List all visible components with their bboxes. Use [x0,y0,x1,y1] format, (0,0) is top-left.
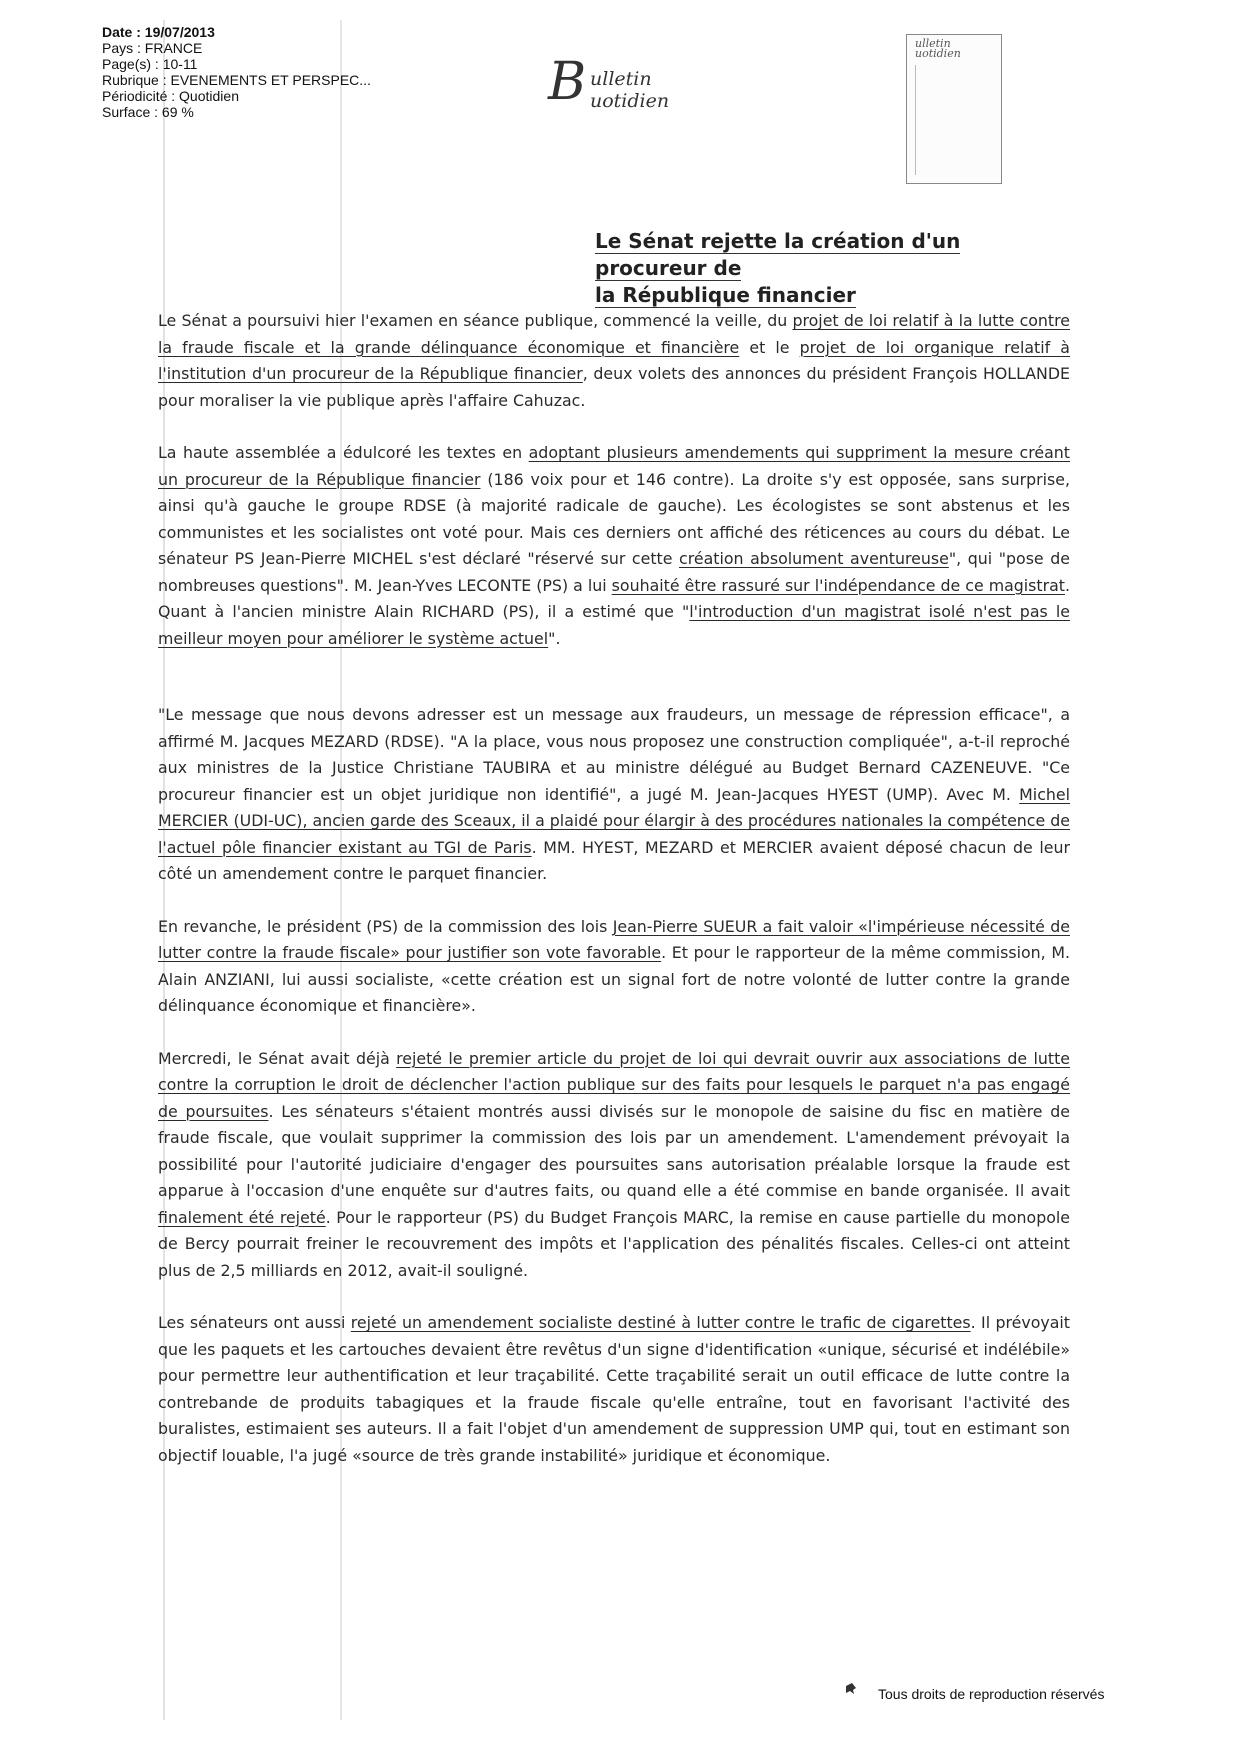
paragraph-5: Mercredi, le Sénat avait déjà rejeté le premier article du projet de loi qui devrait ouvrir aux associations de lutte contre la corruption le droit de déclencher l'action publique sur des faits pour lesquels le parquet n'a pas engagé de poursuites. Les sénateurs s'étaient montrés aussi divisés sur le monopole de saisine du fisc en matière de fraude fiscale, que voulait supprimer la commission des lois par un amendement. L'amendement prévoyait la possibilité pour l'autorité judiciaire d'engager des poursuites sans autorisation préalable lorsque la fraude est apparue à l'occasion d'une enquête sur d'autres faits, ou quand elle a été commise en bande organisée. Il avait finalement été rejeté. Pour le rapporteur (PS) du Budget François MARC, la remise en cause partielle du monopole de Bercy pourrait freiner le recouvrement des impôts et l'application des pénalités fiscales. Celles-ci ont atteint plus de 2,5 milliards en 2012, avait-il souligné. [158,1048,1071,1280]
copyright-pin-icon [844,1682,858,1696]
logo-letter: B [548,52,587,112]
thumbnail-content [915,65,992,175]
paragraph-2: La haute assemblée a édulcoré les textes en adoptant plusieurs amendements qui suppriment la mesure créant un procureur de la République financier (186 voix pour et 146 contre). La droite s'y est opposée, sans surprise, ainsi qu'à gauche le groupe RDSE (à majorité radicale de gauche). Les écologistes se sont abstenus et les communistes et les socialistes ont voté pour. Mais ces derniers ont affiché des réticences au cours du débat. Le sénateur PS Jean-Pierre MICHEL s'est déclaré "réservé sur cette création absolument aventureuse", qui "pose de nombreuses questions". M. Jean-Yves LECONTE (PS) a lui souhaité être rassuré sur l'indépendance de ce magistrat. Quant à l'ancien ministre Alain RICHARD (PS), il a estimé que "l'introduction d'un magistrat isolé n'est pas le meilleur moyen pour améliorer le système actuel". [158,443,1071,648]
paragraph-3: "Le message que nous devons adresser est un message aux fraudeurs, un message de répression efficace", a affirmé M. Jacques MEZARD (RDSE). "A la place, vous nous proposez une construction compliquée", a-t-il reproché aux ministres de la Justice Christiane TAUBIRA et au ministre délégué au Budget Bernard CAZENEUVE. "Ce procureur financier est un objet juridique non identifié", a jugé M. Jean-Jacques HYEST (UMP). Avec M. Michel MERCIER (UDI-UC), ancien garde des Sceaux, il a plaidé pour élargir à des procédures nationales la compétence de l'actuel pôle financier existant au TGI de Paris. MM. HYEST, MEZARD et MERCIER avaient déposé chacun de leur côté un amendement contre le parquet financier. [158,705,1070,883]
bulletin-quotidien-logo [548,52,678,130]
meta-pages: Page(s) : 10-11 [102,56,198,72]
meta-rubrique: Rubrique : EVENEMENTS ET PERSPEC... [102,72,371,88]
reproduction-rights-notice: Tous droits de reproduction réservés [878,1686,1105,1702]
meta-date: Date : 19/07/2013 [102,24,215,40]
meta-surface: Surface : 69 % [102,104,194,120]
newspaper-thumbnail [906,34,1002,184]
paragraph-1: Le Sénat a poursuivi hier l'examen en séance publique, commencé la veille, du projet de loi relatif à la lutte contre la fraude fiscale et la grande délinquance économique et financière et le projet de loi organique relatif à l'institution d'un procureur de la République financier, deux volets des annonces du président François HOLLANDE pour moraliser la vie publique après l'affaire Cahuzac. [158,311,1071,410]
logo-word-1: ulletin [590,68,652,90]
logo-word-2: uotidien [590,90,670,112]
meta-periodicite: Périodicité : Quotidien [102,88,239,104]
press-metadata [102,24,371,120]
article-body [158,308,1070,1469]
title-line-2: la République financier [595,283,856,307]
title-line-1: Le Sénat rejette la création d'un procureur de [595,229,961,280]
article-title [595,228,1075,309]
paragraph-4: En revanche, le président (PS) de la commission des lois Jean-Pierre SUEUR a fait valoir «l'impérieuse nécessité de lutter contre la fraude fiscale» pour justifier son vote favorable. Et pour le rapporteur de la même commission, M. Alain ANZIANI, lui aussi socialiste, «cette création est un signal fort de notre volonté de lutter contre la grande délinquance économique et financière». [158,916,1070,1015]
thumbnail-logo: ulletin uotidien [915,37,961,60]
paragraph-6: Les sénateurs ont aussi rejeté un amendement socialiste destiné à lutter contre le trafic de cigarettes. Il prévoyait que les paquets et les cartouches devaient être revêtus d'un signe d'identification «unique, sécurisé et indélébile» pour permettre leur authentification et leur traçabilité. Cette traçabilité serait un outil efficace de lutte contre la contrebande de produits tabagiques et la fraude fiscale qu'elle entraîne, tout en favorisant l'activité des buralistes, estimaient ses auteurs. Il a fait l'objet d'un amendement de suppression UMP qui, tout en estimant son objectif louable, l'a jugé «source de très grande instabilité» juridique et économique. [158,1313,1070,1465]
meta-pays: Pays : FRANCE [102,40,203,56]
